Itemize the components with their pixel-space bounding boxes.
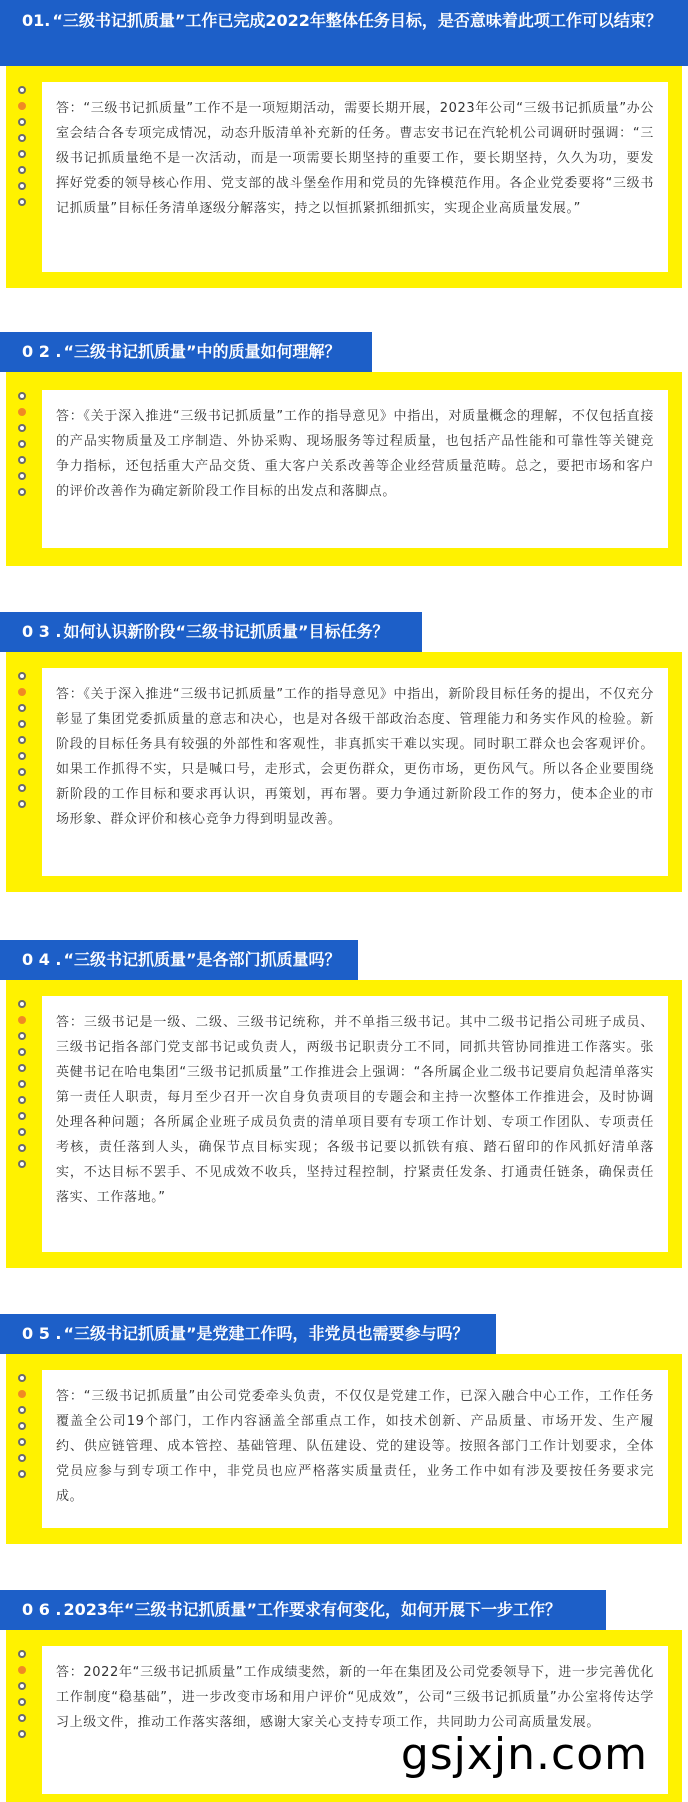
question-bar-5 [0, 1314, 496, 1354]
dot-icon [18, 182, 26, 190]
dot-icon [18, 392, 26, 400]
dot-icon [18, 1080, 26, 1088]
question-text: “三级书记抓质量”工作已完成2022年整体任务目标，是否意味着此项工作可以结束？ [52, 11, 662, 30]
question-number: 0 6 . [22, 1600, 62, 1619]
dot-icon [18, 1650, 26, 1658]
dot-icon [18, 1032, 26, 1040]
answer-text-5: 答：“三级书记抓质量”由公司党委牵头负责，不仅仅是党建工作，已深入融合中心工作，工作任务覆盖全公司19个部门，工作内容涵盖全部重点工作，如技术创新、产品质量、市场开发、生产履约、供应链管理、成本管控、基础管理、队伍建设、党的建设等。按照各部门工作计划要求，全体党员应参与到专项工作中，非党员也应严格落实质量责任，业务工作中如有涉及要按任务要求完成。 [42, 1370, 668, 1528]
question-text: 2023年“三级书记抓质量”工作要求有何变化，如何开展下一步工作？ [63, 1600, 562, 1619]
dot-icon [18, 1390, 26, 1398]
dot-icon [18, 424, 26, 432]
question-text: “三级书记抓质量”是党建工作吗，非党员也需要参与吗？ [63, 1324, 469, 1343]
dot-icon [18, 1438, 26, 1446]
qa-section-3 [0, 612, 688, 894]
question-bar-1 [0, 0, 688, 66]
dot-icon [18, 1666, 26, 1674]
dot-icon [18, 1160, 26, 1168]
dot-column [17, 1374, 27, 1486]
dot-icon [18, 198, 26, 206]
question-text: “三级书记抓质量”中的质量如何理解？ [63, 342, 341, 361]
dot-icon [18, 768, 26, 776]
qa-section-4 [0, 940, 688, 1270]
dot-column [17, 1650, 27, 1746]
dot-icon [18, 1422, 26, 1430]
answer-text-6: 答：2022年“三级书记抓质量”工作成绩斐然，新的一年在集团及公司党委领导下，进一步完善优化工作制度“稳基础”，进一步改变市场和用户评价“见成效”，公司“三级书记抓质量”办公室将传达学习上级文件，推动工作落实落细，感谢大家关心支持专项工作，共同助力公司高质量发展。 [42, 1646, 668, 1794]
dot-icon [18, 736, 26, 744]
question-number: 0 4 . [22, 950, 62, 969]
dot-icon [18, 1048, 26, 1056]
dot-icon [18, 1096, 26, 1104]
dot-icon [18, 784, 26, 792]
dot-icon [18, 1406, 26, 1414]
qa-section-5 [0, 1314, 688, 1546]
question-bar-3 [0, 612, 422, 652]
dot-icon [18, 1682, 26, 1690]
answer-frame-2 [6, 372, 682, 566]
qa-section-1 [0, 0, 688, 290]
question-bar-4 [0, 940, 358, 980]
watermark: gsjxjn.com [400, 1729, 648, 1780]
dot-icon [18, 102, 26, 110]
dot-icon [18, 408, 26, 416]
answer-frame-3 [6, 652, 682, 892]
dot-icon [18, 1016, 26, 1024]
answer-frame-5 [6, 1354, 682, 1544]
dot-icon [18, 150, 26, 158]
dot-icon [18, 672, 26, 680]
dot-icon [18, 688, 26, 696]
dot-icon [18, 134, 26, 142]
dot-icon [18, 440, 26, 448]
question-bar-2 [0, 332, 372, 372]
dot-icon [18, 1374, 26, 1382]
dot-column [17, 86, 27, 214]
dot-icon [18, 1714, 26, 1722]
answer-frame-4 [6, 980, 682, 1268]
dot-icon [18, 1000, 26, 1008]
dot-icon [18, 118, 26, 126]
answer-text-4: 答：三级书记是一级、二级、三级书记统称，并不单指三级书记。其中二级书记指公司班子成员、三级书记指各部门党支部书记或负责人，两级书记职责分工不同，同抓共管协同推进工作落实。张英健书记在哈电集团“三级书记抓质量”工作推进会上强调：“各所属企业二级书记要肩负起清单落实第一责任人职责，每月至少召开一次自身负责项目的专题会和主持一次整体工作推进会，及时协调处理各种问题；各所属企业班子成员负责的清单项目要有专项工作计划、专项工作团队、专项责任考核，责任落到人头，确保节点目标实现；各级书记要以抓铁有痕、踏石留印的作风抓好清单落实，不达目标不罢手、不见成效不收兵，坚持过程控制，拧紧责任发条、打通责任链条，确保责任落实、工作落地。” [42, 996, 668, 1252]
dot-icon [18, 1064, 26, 1072]
dot-column [17, 1000, 27, 1176]
question-number: 0 2 . [22, 342, 62, 361]
dot-icon [18, 1470, 26, 1478]
dot-icon [18, 752, 26, 760]
answer-text-2: 答：《关于深入推进“三级书记抓质量”工作的指导意见》中指出，对质量概念的理解，不仅包括直接的产品实物质量及工序制造、外协采购、现场服务等过程质量，也包括产品性能和可靠性等关键竞争力指标，还包括重大产品交货、重大客户关系改善等企业经营质量范畴。总之，要把市场和客户的评价改善作为确定新阶段工作目标的出发点和落脚点。 [42, 390, 668, 548]
dot-icon [18, 472, 26, 480]
question-bar-6 [0, 1590, 606, 1630]
dot-icon [18, 456, 26, 464]
question-number: 01. [22, 11, 51, 30]
question-text: “三级书记抓质量”是各部门抓质量吗？ [63, 950, 341, 969]
dot-icon [18, 720, 26, 728]
dot-icon [18, 800, 26, 808]
dot-icon [18, 1144, 26, 1152]
answer-frame-1 [6, 66, 682, 288]
dot-icon [18, 86, 26, 94]
dot-icon [18, 1112, 26, 1120]
dot-icon [18, 1730, 26, 1738]
answer-text-3: 答：《关于深入推进“三级书记抓质量”工作的指导意见》中指出，新阶段目标任务的提出，不仅充分彰显了集团党委抓质量的意志和决心，也是对各级干部政治态度、管理能力和务实作风的检验。新阶段的目标任务具有较强的外部性和客观性，非真抓实干难以实现。同时职工群众也会客观评价。如果工作抓得不实，只是喊口号，走形式，会更伤群众，更伤市场，更伤风气。所以各企业要围绕新阶段的工作目标和要求再认识，再策划，再布署。要力争通过新阶段工作的努力，使本企业的市场形象、群众评价和核心竞争力得到明显改善。 [42, 668, 668, 876]
answer-text-1: 答：“三级书记抓质量”工作不是一项短期活动，需要长期开展，2023年公司“三级书记抓质量”办公室会结合各专项完成情况，动态升版清单补充新的任务。曹志安书记在汽轮机公司调研时强调：“三级书记抓质量绝不是一次活动，而是一项需要长期坚持的重要工作，要长期坚持，久久为功，要发挥好党委的领导核心作用、党支部的战斗堡垒作用和党员的先锋模范作用。各企业党委要将“三级书记抓质量”目标任务清单逐级分解落实，持之以恒抓紧抓细抓实，实现企业高质量发展。” [42, 82, 668, 272]
question-number: 0 3 . [22, 622, 62, 641]
dot-icon [18, 1128, 26, 1136]
dot-icon [18, 1454, 26, 1462]
dot-icon [18, 1698, 26, 1706]
question-number: 0 5 . [22, 1324, 62, 1343]
dot-icon [18, 488, 26, 496]
question-text: 如何认识新阶段“三级书记抓质量”目标任务？ [63, 622, 389, 641]
dot-icon [18, 704, 26, 712]
dot-icon [18, 166, 26, 174]
qa-section-2 [0, 332, 688, 568]
dot-column [17, 672, 27, 816]
dot-column [17, 392, 27, 504]
